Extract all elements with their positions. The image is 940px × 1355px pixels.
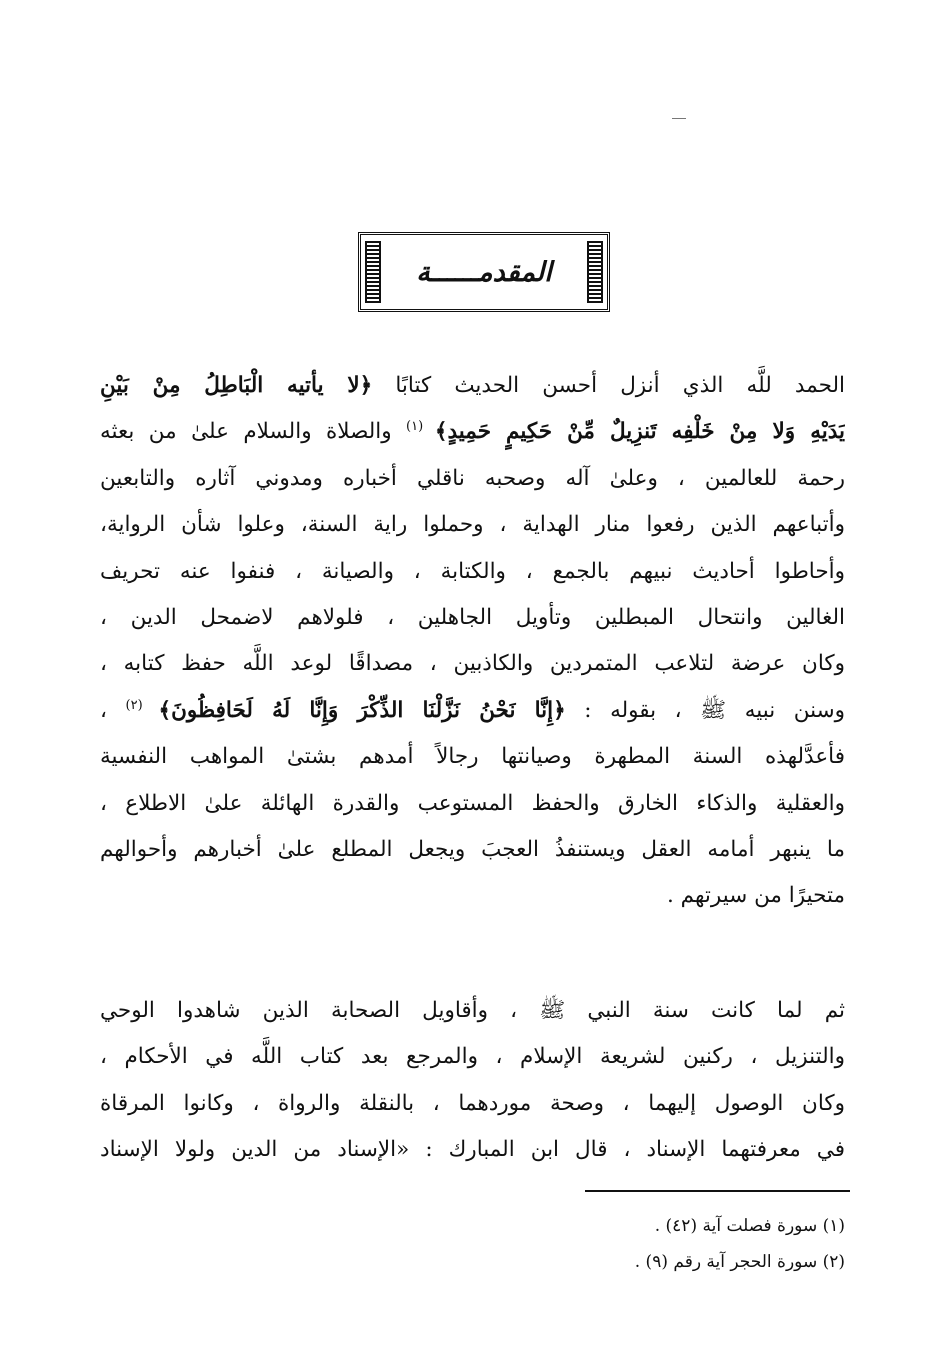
introduction-paragraph-1 bbox=[100, 363, 845, 920]
text-line bbox=[100, 827, 845, 873]
text-line bbox=[100, 734, 845, 780]
page-corner-mark bbox=[672, 118, 686, 119]
footnote-separator bbox=[585, 1190, 850, 1192]
text-line bbox=[100, 409, 845, 455]
chapter-title-frame bbox=[358, 232, 610, 312]
text-segment: والعقلية والذكاء الخارق والحفظ المستوعب والقدرة الهائلة علىٰ الاطلاع ، bbox=[100, 790, 845, 816]
footnote-1: (١) سورة فصلت آية (٤٢) . bbox=[654, 1216, 845, 1236]
text-segment: والتنزيل ، ركنين لشريعة الإسلام ، والمرجع بعد كتاب اللَّه في الأحكام ، bbox=[100, 1044, 845, 1070]
chapter-title: المقدمــــــة bbox=[416, 256, 552, 288]
footnote-marker: (١) bbox=[406, 419, 435, 435]
text-line bbox=[100, 641, 845, 687]
text-line bbox=[100, 873, 845, 919]
text-line bbox=[100, 549, 845, 595]
text-line bbox=[100, 502, 845, 548]
footnote-marker: (٢) bbox=[125, 697, 159, 713]
text-line bbox=[100, 1127, 845, 1173]
quran-verse: ﴿لا يأتيه الْبَاطِلُ مِنْ بَيْنِ bbox=[100, 373, 373, 398]
quran-verse: ﴿إِنَّا نَحْنُ نَزَّلْنَا الذِّكْرَ وَإِنَّا لَهُ لَحَافِظُونَ﴾ bbox=[158, 697, 566, 723]
text-segment: رحمة للعالمين ، وعلىٰ آله وصحبه ناقلي أخباره ومدوني آثاره والتابعين bbox=[100, 465, 845, 491]
text-line bbox=[100, 988, 845, 1034]
text-segment: الحمد للَّه الذي أنزل أحسن الحديث كتابًا bbox=[372, 373, 845, 398]
text-segment: متحيرًا من سيرتهم . bbox=[667, 883, 845, 909]
text-line bbox=[100, 456, 845, 502]
text-segment: وكان الوصول إليهما ، وصحة موردهما ، بالنقلة والرواة ، وكانوا المرقاة bbox=[100, 1090, 845, 1116]
text-segment: في معرفتهما الإسناد ، قال ابن المبارك : «الإسناد من الدين ولولا الإسناد bbox=[100, 1137, 845, 1163]
text-line bbox=[100, 595, 845, 641]
text-line bbox=[100, 1034, 845, 1080]
frame-ornament-left bbox=[365, 241, 381, 303]
footnote-2: (٢) سورة الحجر آية رقم (٩) . bbox=[634, 1252, 845, 1272]
text-segment: ، bbox=[100, 697, 126, 723]
frame-ornament-right bbox=[587, 241, 603, 303]
text-segment: ثم لما كانت سنة النبي ﷺ ، وأقاويل الصحابة الذين شاهدوا الوحي bbox=[100, 998, 845, 1023]
introduction-paragraph-2 bbox=[100, 988, 845, 1174]
text-segment: وأتباعهم الذين رفعوا منار الهداية ، وحملوا راية السنة، وعلوا شأن الرواية، bbox=[100, 512, 845, 538]
quran-verse: يَدَيْهِ وَلا مِنْ خَلْفِه تَنزِيلٌ مِّنْ حَكِيمٍ حَمِيدٍ﴾ bbox=[434, 419, 845, 445]
text-segment: فأعدَّلهذه السنة المطهرة وصيانتها رجالاً أمدهم بشتىٰ المواهب النفسية bbox=[100, 744, 845, 770]
text-segment: ما ينبهر أمامه العقل ويستنفذُ العجبَ ويجعل المطلع علىٰ أخبارهم وأحوالهم bbox=[100, 836, 845, 862]
text-segment: الغالين وانتحال المبطلين وتأويل الجاهلين ، فلولاهم لاضمحل الدين ، bbox=[100, 604, 845, 630]
text-segment: وكان عرضة لتلاعب المتمردين والكاذبين ، مصداقًا لوعد اللَّه حفظ كتابه ، bbox=[100, 651, 845, 677]
text-line bbox=[100, 363, 845, 409]
text-line bbox=[100, 781, 845, 827]
text-line bbox=[100, 688, 845, 734]
text-segment: وأحاطوا أحاديث نبيهم بالجمع ، والكتابة ، والصيانة ، فنفوا عنه تحريف bbox=[100, 558, 845, 584]
text-line bbox=[100, 1081, 845, 1127]
text-segment: وسنن نبيه ﷺ ، بقوله : bbox=[565, 697, 845, 723]
text-segment: والصلاة والسلام علىٰ من بعثه bbox=[100, 419, 407, 445]
footnotes bbox=[635, 1208, 845, 1280]
